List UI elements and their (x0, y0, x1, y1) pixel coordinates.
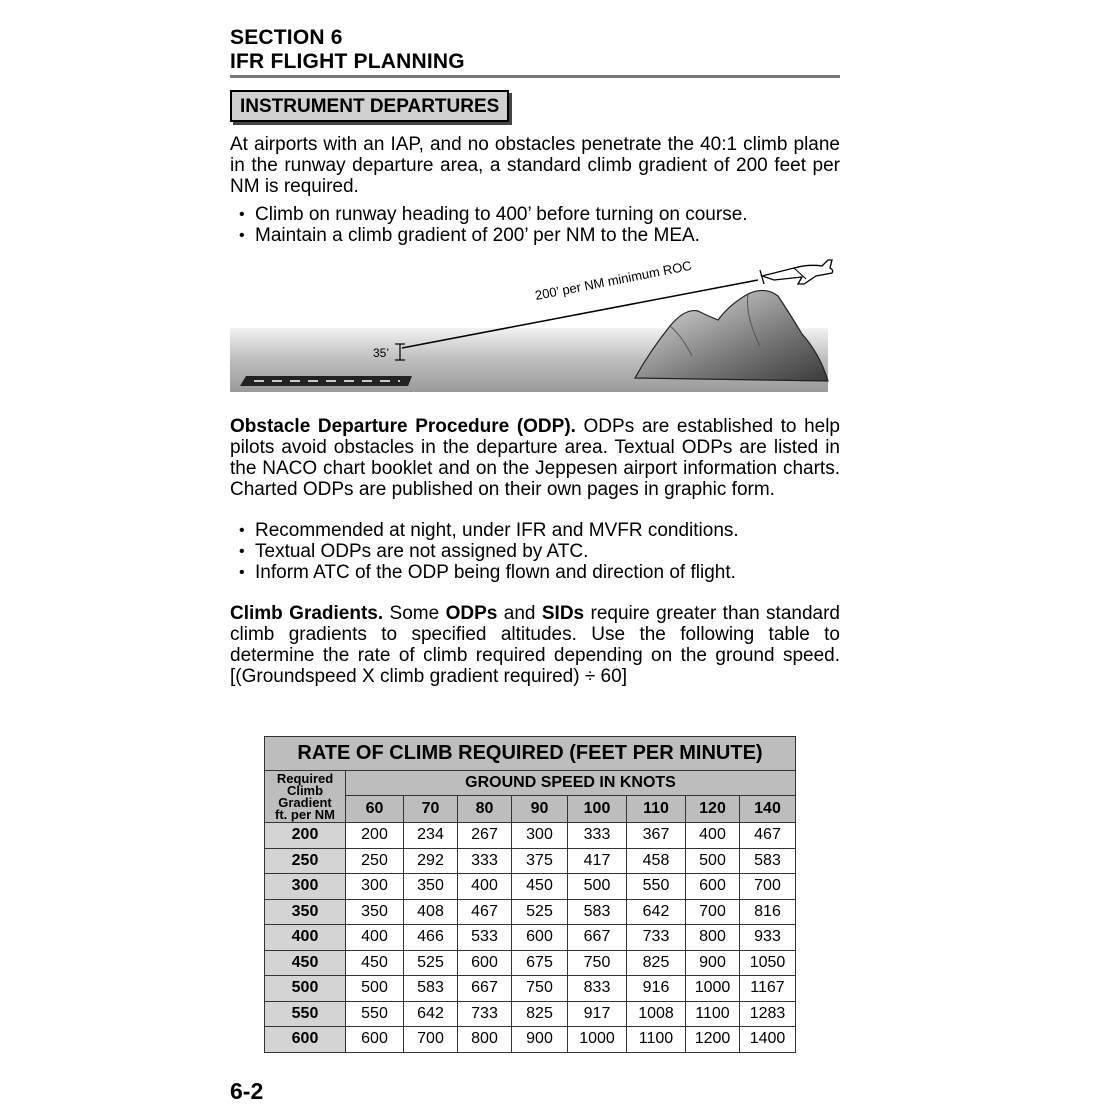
table-cell: 458 (627, 848, 686, 874)
table-cell: 800 (686, 925, 740, 951)
gradient-cell: 250 (265, 848, 346, 874)
intro-paragraph: At airports with an IAP, and no obstacles penetrate the 40:1 climb plane in the runway departure area, a standard climb gradient of 200 feet per NM is required. (230, 134, 840, 197)
table-cell: 300 (346, 874, 404, 900)
table-cell: 1100 (627, 1027, 686, 1053)
table-cell: 350 (346, 899, 404, 925)
departure-climb-illustration (230, 256, 840, 406)
mountains (635, 290, 828, 381)
gradient-cell: 400 (265, 925, 346, 951)
table-cell: 333 (568, 823, 627, 849)
table-cell: 733 (627, 925, 686, 951)
obstacle-clearance-label: 35’ (373, 346, 390, 360)
list-item: • Textual ODPs are not assigned by ATC. (230, 541, 840, 562)
speed-header-cell: 140 (740, 796, 796, 823)
table-cell: 733 (458, 1001, 512, 1027)
table-cell: 1008 (627, 1001, 686, 1027)
table-row (265, 1027, 796, 1053)
table-cell: 375 (512, 848, 568, 874)
table-cell: 292 (404, 848, 458, 874)
table-cell: 1050 (740, 950, 796, 976)
odp-text: ODPs are established to help pilots avoid obstacles in the departure area. Textual ODPs are listed in the NACO chart booklet and on the Jeppesen airport information charts. Charted ODPs are published on their own pages in graphic form. (230, 416, 840, 500)
table-cell: 825 (512, 1001, 568, 1027)
table-cell: 600 (686, 874, 740, 900)
table-cell: 916 (627, 976, 686, 1002)
list-item: • Recommended at night, under IFR and MVFR conditions. (230, 520, 840, 541)
table-cell: 500 (568, 874, 627, 900)
speed-header-cell: 80 (458, 796, 512, 823)
table-cell: 583 (404, 976, 458, 1002)
header-line: Climb (286, 782, 324, 798)
speed-header-cell: 90 (512, 796, 568, 823)
gradient-cell: 200 (265, 823, 346, 849)
climb-gradients-paragraph (230, 603, 840, 687)
gradient-cell: 350 (265, 899, 346, 925)
table-cell: 825 (627, 950, 686, 976)
table-cell: 700 (740, 874, 796, 900)
header-line: Required (276, 770, 334, 786)
climb-text: and (497, 603, 542, 624)
table-cell: 250 (346, 848, 404, 874)
ground-speed-header: GROUND SPEED IN KNOTS (346, 771, 796, 796)
table-cell: 750 (568, 950, 627, 976)
table-cell: 467 (458, 899, 512, 925)
table-row (265, 823, 796, 849)
climb-gradient-label: 200’ per NM minimum ROC (533, 257, 693, 303)
table-cell: 1283 (740, 1001, 796, 1027)
odp-title: Obstacle Departure Procedure (ODP). (230, 416, 576, 437)
odp-paragraph (230, 416, 840, 500)
table-cell: 700 (404, 1027, 458, 1053)
table-cell: 675 (512, 950, 568, 976)
table-cell: 417 (568, 848, 627, 874)
table-cell: 600 (346, 1027, 404, 1053)
list-item: • Maintain a climb gradient of 200’ per NM to the MEA. (230, 225, 840, 246)
table-cell: 642 (627, 899, 686, 925)
table-cell: 1200 (686, 1027, 740, 1053)
table-cell: 700 (686, 899, 740, 925)
intro-bullet-list (230, 204, 840, 246)
table-cell: 750 (512, 976, 568, 1002)
table-row (265, 848, 796, 874)
speed-header-cell: 60 (346, 796, 404, 823)
table-cell: 1167 (740, 976, 796, 1002)
gradient-cell: 500 (265, 976, 346, 1002)
climb-gradients-title: Climb Gradients. (230, 603, 384, 624)
table-cell: 408 (404, 899, 458, 925)
table-cell: 450 (512, 874, 568, 900)
header-line: ft. per NM (275, 806, 335, 822)
table-row (265, 950, 796, 976)
table-cell: 550 (346, 1001, 404, 1027)
climb-text: Some (383, 603, 446, 624)
table-cell: 333 (458, 848, 512, 874)
list-item: • Climb on runway heading to 400’ before turning on course. (230, 204, 840, 225)
table-cell: 1000 (568, 1027, 627, 1053)
speed-header-cell: 120 (686, 796, 740, 823)
table-body (265, 823, 796, 1053)
table-cell: 900 (686, 950, 740, 976)
list-item: • Inform ATC of the ODP being flown and direction of flight. (230, 562, 840, 583)
speed-header-cell: 70 (404, 796, 458, 823)
page-content (230, 26, 840, 687)
table-cell: 1100 (686, 1001, 740, 1027)
table-cell: 816 (740, 899, 796, 925)
table-cell: 525 (404, 950, 458, 976)
climb-text: require greater than standard climb gradients to specified altitudes. Use the following table to determine the rate of climb required depending on the ground speed. [(Groundspeed X climb gradient required) ÷ 60] (230, 603, 840, 687)
speed-header-cell: 100 (568, 796, 627, 823)
table-row (265, 925, 796, 951)
table-cell: 500 (346, 976, 404, 1002)
section-number: SECTION 6 (230, 26, 343, 49)
table-cell: 400 (686, 823, 740, 849)
table-cell: 583 (568, 899, 627, 925)
header-line: Gradient (278, 794, 332, 810)
table-cell: 234 (404, 823, 458, 849)
section-title: IFR FLIGHT PLANNING (230, 50, 465, 73)
table-cell: 267 (458, 823, 512, 849)
table-cell: 450 (346, 950, 404, 976)
table-cell: 350 (404, 874, 458, 900)
speed-header-cell: 110 (627, 796, 686, 823)
table-cell: 600 (458, 950, 512, 976)
table-cell: 1000 (686, 976, 740, 1002)
table-cell: 667 (568, 925, 627, 951)
gradient-cell: 450 (265, 950, 346, 976)
rate-of-climb-table (264, 736, 796, 1053)
table-cell: 467 (740, 823, 796, 849)
table-title: RATE OF CLIMB REQUIRED (FEET PER MINUTE) (265, 737, 796, 771)
table-cell: 900 (512, 1027, 568, 1053)
table-cell: 917 (568, 1001, 627, 1027)
table-cell: 1400 (740, 1027, 796, 1053)
climb-bold-sids: SIDs (541, 603, 585, 624)
table-cell: 667 (458, 976, 512, 1002)
table-cell: 583 (740, 848, 796, 874)
table-row (265, 899, 796, 925)
table-cell: 833 (568, 976, 627, 1002)
table-row (265, 1001, 796, 1027)
table-cell: 642 (404, 1001, 458, 1027)
table-cell: 200 (346, 823, 404, 849)
odp-bullet-list (230, 520, 840, 583)
instrument-departures-heading: INSTRUMENT DEPARTURES (230, 90, 509, 122)
table-cell: 466 (404, 925, 458, 951)
table-cell: 400 (346, 925, 404, 951)
table-row (265, 976, 796, 1002)
table-cell: 600 (512, 925, 568, 951)
table-row (265, 874, 796, 900)
climb-bold-odps: ODPs (445, 603, 498, 624)
runway (240, 376, 412, 386)
table-cell: 550 (627, 874, 686, 900)
gradient-cell: 550 (265, 1001, 346, 1027)
table-cell: 533 (458, 925, 512, 951)
gradient-cell: 600 (265, 1027, 346, 1053)
table-cell: 500 (686, 848, 740, 874)
airplane-icon (760, 260, 833, 284)
table-cell: 800 (458, 1027, 512, 1053)
table-cell: 933 (740, 925, 796, 951)
table-cell: 367 (627, 823, 686, 849)
table-cell: 300 (512, 823, 568, 849)
section-rule (230, 75, 840, 78)
table-cell: 400 (458, 874, 512, 900)
table-cell: 525 (512, 899, 568, 925)
required-gradient-header (265, 771, 346, 823)
page-number: 6-2 (230, 1078, 264, 1104)
gradient-cell: 300 (265, 874, 346, 900)
